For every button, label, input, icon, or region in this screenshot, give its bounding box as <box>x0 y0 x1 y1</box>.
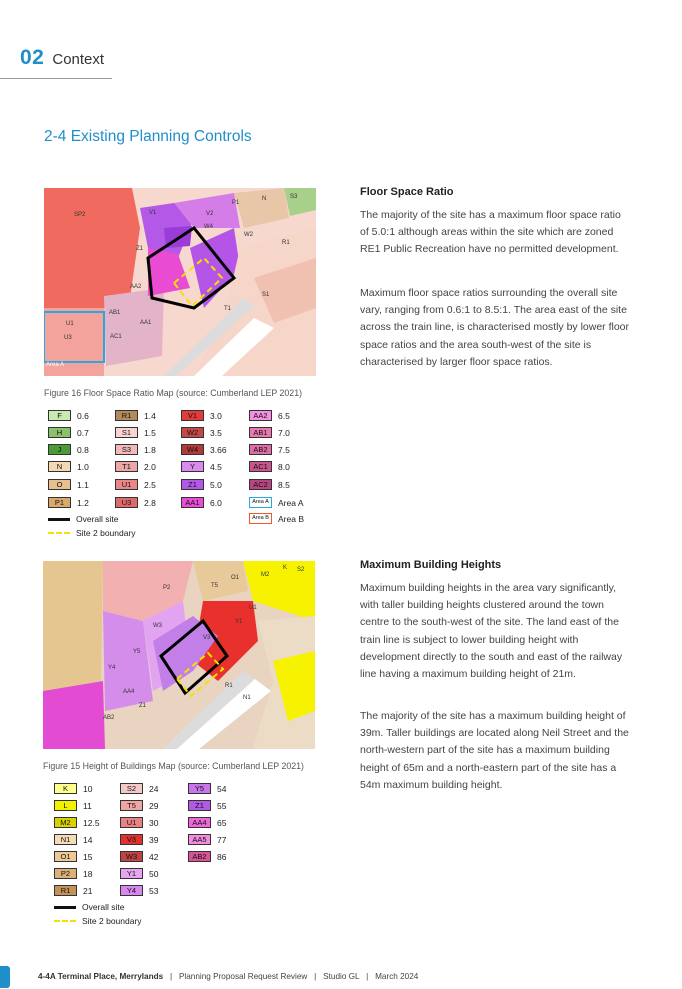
area-b-swatch: Area B <box>249 513 272 524</box>
height-legend-item <box>120 800 158 811</box>
height-legend-swatch: P2 <box>54 868 77 879</box>
fsr-legend-value: 6.5 <box>278 410 290 421</box>
fsr-legend-item <box>115 497 156 508</box>
fsr-legend-item <box>48 497 89 508</box>
fsr-legend-item <box>249 410 290 421</box>
fsr-legend-item <box>48 410 89 421</box>
height-legend-swatch: U1 <box>120 817 143 828</box>
fsr-legend-value: 1.2 <box>77 497 89 508</box>
height-legend-swatch: M2 <box>54 817 77 828</box>
fsr-legend-item <box>181 427 222 438</box>
height-legend-value: 12.5 <box>83 817 100 828</box>
height-legend-swatch: AA4 <box>188 817 211 828</box>
fsr-legend-item <box>48 461 89 472</box>
fsr-legend-value: 8.5 <box>278 479 290 490</box>
fsr-legend-swatch: U1 <box>115 479 138 490</box>
fsr-map-label: AA1 <box>140 320 152 326</box>
fsr-legend-swatch: U3 <box>115 497 138 508</box>
fsr-map-label: R1 <box>282 240 290 246</box>
fsr-legend-item <box>115 461 156 472</box>
fsr-paragraph-1: The majority of the site has a maximum floor space ratio of 5.0:1 although areas within the site which are zoned RE1 Public Recreation have no permitted development. <box>360 209 621 256</box>
height-legend-value: 50 <box>149 868 159 879</box>
height-map-label: O1 <box>231 575 240 581</box>
height-map-label: AA4 <box>123 689 135 695</box>
fsr-legend-value: 3.0 <box>210 410 222 421</box>
height-map-label: R1 <box>225 683 233 689</box>
fsr-legend-value: 0.7 <box>77 427 89 438</box>
height-legend-item <box>54 868 92 879</box>
fsr-heading: Floor Space Ratio <box>360 186 454 198</box>
height-legend-item <box>120 817 158 828</box>
fsr-legend-item <box>249 427 290 438</box>
fsr-map <box>44 188 316 376</box>
chapter-title: Context <box>52 51 105 68</box>
fsr-legend-swatch: Z1 <box>181 479 204 490</box>
height-legend-value: 30 <box>149 817 159 828</box>
height-map <box>43 561 315 749</box>
fsr-legend-value: 4.5 <box>210 461 222 472</box>
fsr-map-label: W2 <box>244 232 253 238</box>
mbh-heading: Maximum Building Heights <box>360 559 502 571</box>
figure16-caption: Figure 16 Floor Space Ratio Map (source: Cumberland LEP 2021) <box>44 388 303 398</box>
fsr-legend-value: 5.0 <box>210 479 222 490</box>
footer-title: 4-4A Terminal Place, Merrylands <box>38 972 164 981</box>
height-legend-value: 15 <box>83 851 93 862</box>
fsr-map-label: V2 <box>206 211 214 217</box>
footer-sep: | <box>169 972 173 981</box>
height-legend-value: 77 <box>217 834 227 845</box>
height-legend-item <box>120 851 158 862</box>
height-legend-swatch: AA5 <box>188 834 211 845</box>
fsr-legend-item <box>181 479 222 490</box>
fsr-map-label: Area A <box>46 362 65 368</box>
height-legend-item <box>188 834 226 845</box>
fsr-legend-value: 7.0 <box>278 427 290 438</box>
height-legend-value: 29 <box>149 800 159 811</box>
height-map-label: U1 <box>249 605 257 611</box>
fsr-legend-value: 0.8 <box>77 444 89 455</box>
fsr-map-label: SP2 <box>74 212 86 218</box>
height-legend-item <box>188 800 226 811</box>
footer <box>38 972 418 981</box>
fsr-legend-swatch: N <box>48 461 71 472</box>
fsr-legend-item <box>48 479 89 490</box>
fsr-legend-item <box>181 444 227 455</box>
height-legend-overall-site <box>54 902 125 912</box>
height-legend-swatch: O1 <box>54 851 77 862</box>
height-legend-site2 <box>54 916 142 926</box>
fsr-legend-item <box>115 410 156 421</box>
chapter-number: 02 <box>20 46 45 69</box>
fsr-legend-value: 2.8 <box>144 497 156 508</box>
fsr-legend-site2 <box>48 528 136 538</box>
fsr-legend-item <box>249 461 290 472</box>
overall-site-line <box>48 518 70 521</box>
fsr-legend-swatch: W4 <box>181 444 204 455</box>
site2-boundary-line <box>54 920 76 922</box>
fsr-legend-overall-site <box>48 514 119 524</box>
fsr-map-label: N <box>262 196 267 202</box>
height-legend-swatch: Y4 <box>120 885 143 896</box>
height-legend-value: 86 <box>217 851 227 862</box>
fsr-map-label: U3 <box>64 335 72 341</box>
height-legend-item <box>54 851 92 862</box>
fsr-legend-swatch: W2 <box>181 427 204 438</box>
height-map-label: W3 <box>153 623 162 629</box>
fsr-map-label: W4 <box>204 224 213 230</box>
fsr-legend-value: 1.1 <box>77 479 89 490</box>
page-tab <box>0 966 10 988</box>
mbh-paragraph-1: Maximum building heights in the area vary significantly, with taller building heights clustered around the town centre to the south-west of the site. The land east of the train line is subject to lower building height with development directly to the south and east of the railway line having a maximum building height of 21m. <box>360 582 623 681</box>
fsr-legend-item <box>115 479 156 490</box>
height-legend-item <box>188 783 226 794</box>
height-legend-value: 21 <box>83 885 93 896</box>
height-legend-item <box>54 885 92 896</box>
fsr-legend-value: 2.0 <box>144 461 156 472</box>
height-map-label: S2 <box>297 567 305 573</box>
footer-sep: | <box>314 972 317 981</box>
height-legend-swatch: V3 <box>120 834 143 845</box>
section-title: 2-4 Existing Planning Controls <box>44 128 252 145</box>
fsr-legend-item <box>48 444 89 455</box>
height-legend-item <box>54 834 92 845</box>
fsr-legend-value: 1.4 <box>144 410 156 421</box>
fsr-map-label: T1 <box>224 306 232 312</box>
fsr-legend-item <box>181 410 222 421</box>
fsr-legend-swatch: S3 <box>115 444 138 455</box>
height-legend-swatch: T5 <box>120 800 143 811</box>
fsr-legend-item <box>181 461 222 472</box>
height-legend-swatch: K <box>54 783 77 794</box>
fsr-paragraph-2: Maximum floor space ratios surrounding the overall site vary, ranging from 0.6:1 to 8.5:1. The area east of the site across the train line, is characterised mostly by lower floor space ratios and the area south-west of the site is characterised by larger floor space ratios. <box>360 287 630 368</box>
height-legend-value: 10 <box>83 783 93 794</box>
fsr-map-label: AC1 <box>110 334 122 340</box>
height-map-label: M2 <box>261 572 270 578</box>
height-legend-value: 54 <box>217 783 227 794</box>
fsr-legend-swatch: P1 <box>48 497 71 508</box>
height-legend-item <box>188 851 226 862</box>
height-map-label: P2 <box>163 585 171 591</box>
fsr-map-label: S1 <box>262 292 270 298</box>
height-legend-value: 65 <box>217 817 227 828</box>
fsr-legend-value: 7.5 <box>278 444 290 455</box>
fsr-legend-swatch: AA2 <box>249 410 272 421</box>
fsr-legend-swatch: AB1 <box>249 427 272 438</box>
fsr-legend-swatch: AA1 <box>181 497 204 508</box>
fsr-legend-swatch: F <box>48 410 71 421</box>
height-legend-value: 24 <box>149 783 159 794</box>
fsr-legend-swatch: O <box>48 479 71 490</box>
overall-site-label: Overall site <box>82 902 125 912</box>
figure15-caption: Figure 15 Height of Buildings Map (source: Cumberland LEP 2021) <box>43 761 304 771</box>
fsr-legend-item <box>115 444 156 455</box>
fsr-legend-swatch: H <box>48 427 71 438</box>
height-legend-item <box>188 817 226 828</box>
overall-site-line <box>54 906 76 909</box>
fsr-map-label: AB1 <box>109 310 121 316</box>
fsr-map-label: Z1 <box>136 246 144 252</box>
height-legend-value: 53 <box>149 885 159 896</box>
fsr-legend-swatch: R1 <box>115 410 138 421</box>
fsr-legend-swatch: AC1 <box>249 461 272 472</box>
height-map-label: Z1 <box>139 703 147 709</box>
chapter-divider <box>0 78 112 79</box>
fsr-legend-item <box>181 497 222 508</box>
height-map-label: K <box>283 565 288 571</box>
fsr-legend-value: 1.5 <box>144 427 156 438</box>
fsr-legend-item <box>48 427 89 438</box>
fsr-legend-swatch: AB2 <box>249 444 272 455</box>
height-legend-item <box>120 834 158 845</box>
fsr-legend-area-b <box>249 513 304 524</box>
height-map-label: N1 <box>243 695 251 701</box>
height-legend-value: 18 <box>83 868 93 879</box>
fsr-map-label: V1 <box>149 210 157 216</box>
area-b-label: Area B <box>278 513 304 524</box>
fsr-legend-value: 0.6 <box>77 410 89 421</box>
footer-author: Studio GL <box>323 972 360 981</box>
height-legend-value: 39 <box>149 834 159 845</box>
height-legend-swatch: L <box>54 800 77 811</box>
footer-date: March 2024 <box>375 972 419 981</box>
fsr-legend-value: 2.5 <box>144 479 156 490</box>
fsr-legend-item <box>249 444 290 455</box>
height-legend-swatch: Z1 <box>188 800 211 811</box>
height-map-label: Y5 <box>133 649 141 655</box>
height-legend-swatch: S2 <box>120 783 143 794</box>
height-legend-item <box>54 783 92 794</box>
fsr-legend-item <box>115 427 156 438</box>
height-legend-item <box>120 783 158 794</box>
fsr-map-label: S3 <box>290 194 298 200</box>
chapter-header <box>20 46 104 70</box>
fsr-legend-swatch: J <box>48 444 71 455</box>
fsr-map-label: U1 <box>66 321 74 327</box>
fsr-legend-swatch: Y <box>181 461 204 472</box>
overall-site-label: Overall site <box>76 514 119 524</box>
height-legend-item <box>120 885 158 896</box>
height-legend-swatch: W3 <box>120 851 143 862</box>
site2-boundary-line <box>48 532 70 534</box>
fsr-legend-value: 1.0 <box>77 461 89 472</box>
height-map-label: AB2 <box>103 715 115 721</box>
height-legend-swatch: Y5 <box>188 783 211 794</box>
height-map-label: V3 <box>203 635 211 641</box>
footer-sep: | <box>366 972 369 981</box>
site2-boundary-label: Site 2 boundary <box>76 528 136 538</box>
fsr-legend-value: 6.0 <box>210 497 222 508</box>
fsr-legend-area-a <box>249 497 304 508</box>
height-legend-swatch: R1 <box>54 885 77 896</box>
fsr-legend-value: 8.0 <box>278 461 290 472</box>
site2-boundary-label: Site 2 boundary <box>82 916 142 926</box>
height-legend-value: 11 <box>83 800 92 811</box>
fsr-map-label: AA2 <box>130 284 142 290</box>
mbh-paragraph-2: The majority of the site has a maximum building height of 39m. Taller buildings are located along Neil Street and the north-western part of the site has a maximum building height of 65m and a north-eastern part of the site has a 54m maximum building height. <box>360 710 629 791</box>
fsr-legend-value: 3.5 <box>210 427 222 438</box>
fsr-map-label: P1 <box>232 200 240 206</box>
height-map-label: Y4 <box>108 665 116 671</box>
fsr-legend-item <box>249 479 290 490</box>
height-map-label: Y1 <box>235 619 243 625</box>
height-legend-swatch: N1 <box>54 834 77 845</box>
fsr-legend-value: 1.8 <box>144 444 156 455</box>
height-legend-swatch: Y1 <box>120 868 143 879</box>
height-legend-item <box>54 817 100 828</box>
area-a-label: Area A <box>278 497 304 508</box>
height-legend-item <box>120 868 158 879</box>
height-legend-value: 55 <box>217 800 227 811</box>
height-legend-value: 42 <box>149 851 159 862</box>
fsr-legend-swatch: T1 <box>115 461 138 472</box>
fsr-legend-swatch: AC2 <box>249 479 272 490</box>
footer-doc: Planning Proposal Request Review <box>178 972 308 981</box>
height-legend-item <box>54 800 92 811</box>
fsr-legend-swatch: S1 <box>115 427 138 438</box>
area-a-swatch: Area A <box>249 497 272 508</box>
fsr-legend-value: 3.66 <box>210 444 227 455</box>
height-legend-value: 14 <box>83 834 93 845</box>
height-legend-swatch: AB2 <box>188 851 211 862</box>
fsr-legend-swatch: V1 <box>181 410 204 421</box>
height-map-label: T5 <box>211 583 219 589</box>
